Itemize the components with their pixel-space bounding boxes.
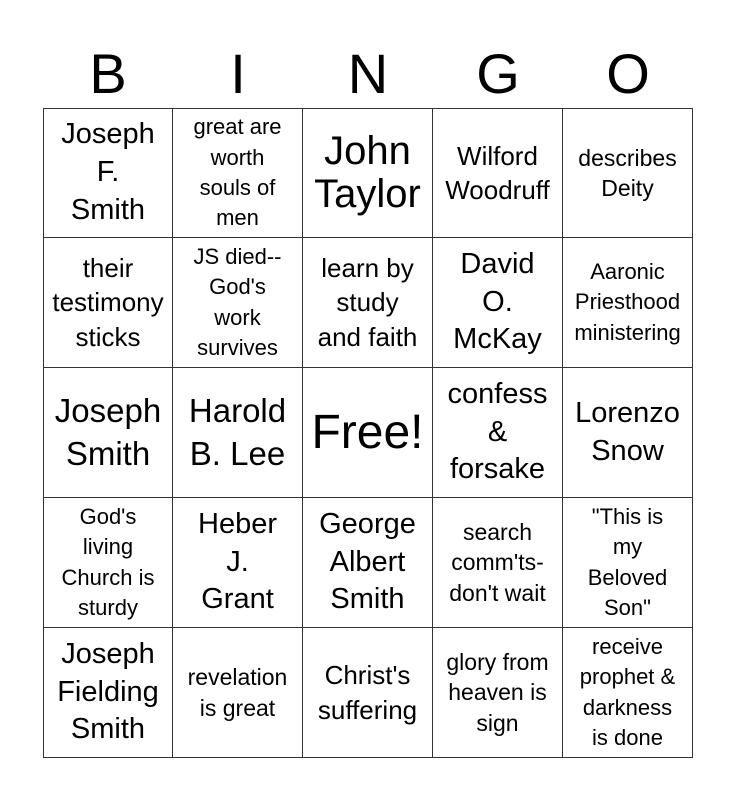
bingo-cell[interactable] (173, 498, 303, 628)
cell-text: Joseph Fielding Smith (57, 637, 159, 746)
bingo-cell[interactable] (173, 108, 303, 238)
bingo-cell[interactable] (303, 498, 433, 628)
bingo-cell[interactable] (173, 238, 303, 368)
cell-text: Harold B. Lee (188, 392, 287, 472)
cell-text: George Albert Smith (319, 507, 416, 616)
cell-text: glory from heaven is sign (446, 648, 549, 736)
header-letter-o: O (606, 42, 650, 105)
bingo-cell[interactable] (303, 628, 433, 758)
header-letter-g: G (476, 42, 520, 105)
header-letter-b: B (89, 42, 127, 105)
bingo-cell[interactable] (173, 628, 303, 758)
bingo-cell[interactable] (563, 498, 693, 628)
cell-text: revelation is great (187, 664, 288, 721)
cell-text: their testimony sticks (52, 253, 164, 352)
bingo-cell[interactable] (433, 108, 563, 238)
cell-text: God's living Church is sturdy (61, 503, 155, 620)
bingo-cell[interactable] (433, 238, 563, 368)
bingo-header (43, 40, 693, 108)
cell-text: Wilford Woodruff (445, 140, 550, 205)
bingo-cell[interactable] (563, 368, 693, 498)
cell-text: John Taylor (314, 128, 421, 216)
cell-text: confess & forsake (447, 377, 548, 486)
bingo-cell[interactable] (43, 498, 173, 628)
bingo-cell[interactable] (433, 498, 563, 628)
cell-text: Christ's suffering (317, 660, 418, 725)
cell-text: great are worth souls of men (193, 114, 282, 231)
bingo-cell[interactable] (563, 238, 693, 368)
cell-text: "This is my Beloved Son" (587, 503, 668, 620)
bingo-cell[interactable] (303, 108, 433, 238)
bingo-cell[interactable] (563, 108, 693, 238)
free-space-text: Free! (311, 405, 424, 459)
cell-text: Lorenzo Snow (575, 396, 680, 467)
cell-text: Joseph Smith (54, 392, 162, 472)
cell-text: JS died-- God's work survives (193, 243, 282, 360)
bingo-cell[interactable] (433, 628, 563, 758)
bingo-cell[interactable] (43, 108, 173, 238)
bingo-free-cell[interactable] (303, 368, 433, 498)
cell-text: Aaronic Priesthood ministering (574, 258, 681, 345)
bingo-cell[interactable] (433, 368, 563, 498)
bingo-cell[interactable] (43, 368, 173, 498)
cell-text: Heber J. Grant (198, 507, 277, 616)
header-letter-n: N (347, 42, 389, 105)
bingo-cell[interactable] (43, 628, 173, 758)
bingo-cell[interactable] (563, 628, 693, 758)
cell-text: David O. McKay (453, 247, 542, 356)
cell-text: describes Deity (578, 144, 677, 201)
cell-text: search comm'ts- don't wait (449, 518, 546, 606)
bingo-cell[interactable] (173, 368, 303, 498)
cell-text: receive prophet & darkness is done (579, 633, 676, 750)
bingo-cell[interactable] (303, 238, 433, 368)
bingo-cell[interactable] (43, 238, 173, 368)
cell-text: Joseph F. Smith (61, 118, 155, 226)
header-letter-i: I (230, 42, 246, 105)
bingo-board (43, 108, 693, 758)
cell-text: learn by study and faith (317, 253, 418, 352)
